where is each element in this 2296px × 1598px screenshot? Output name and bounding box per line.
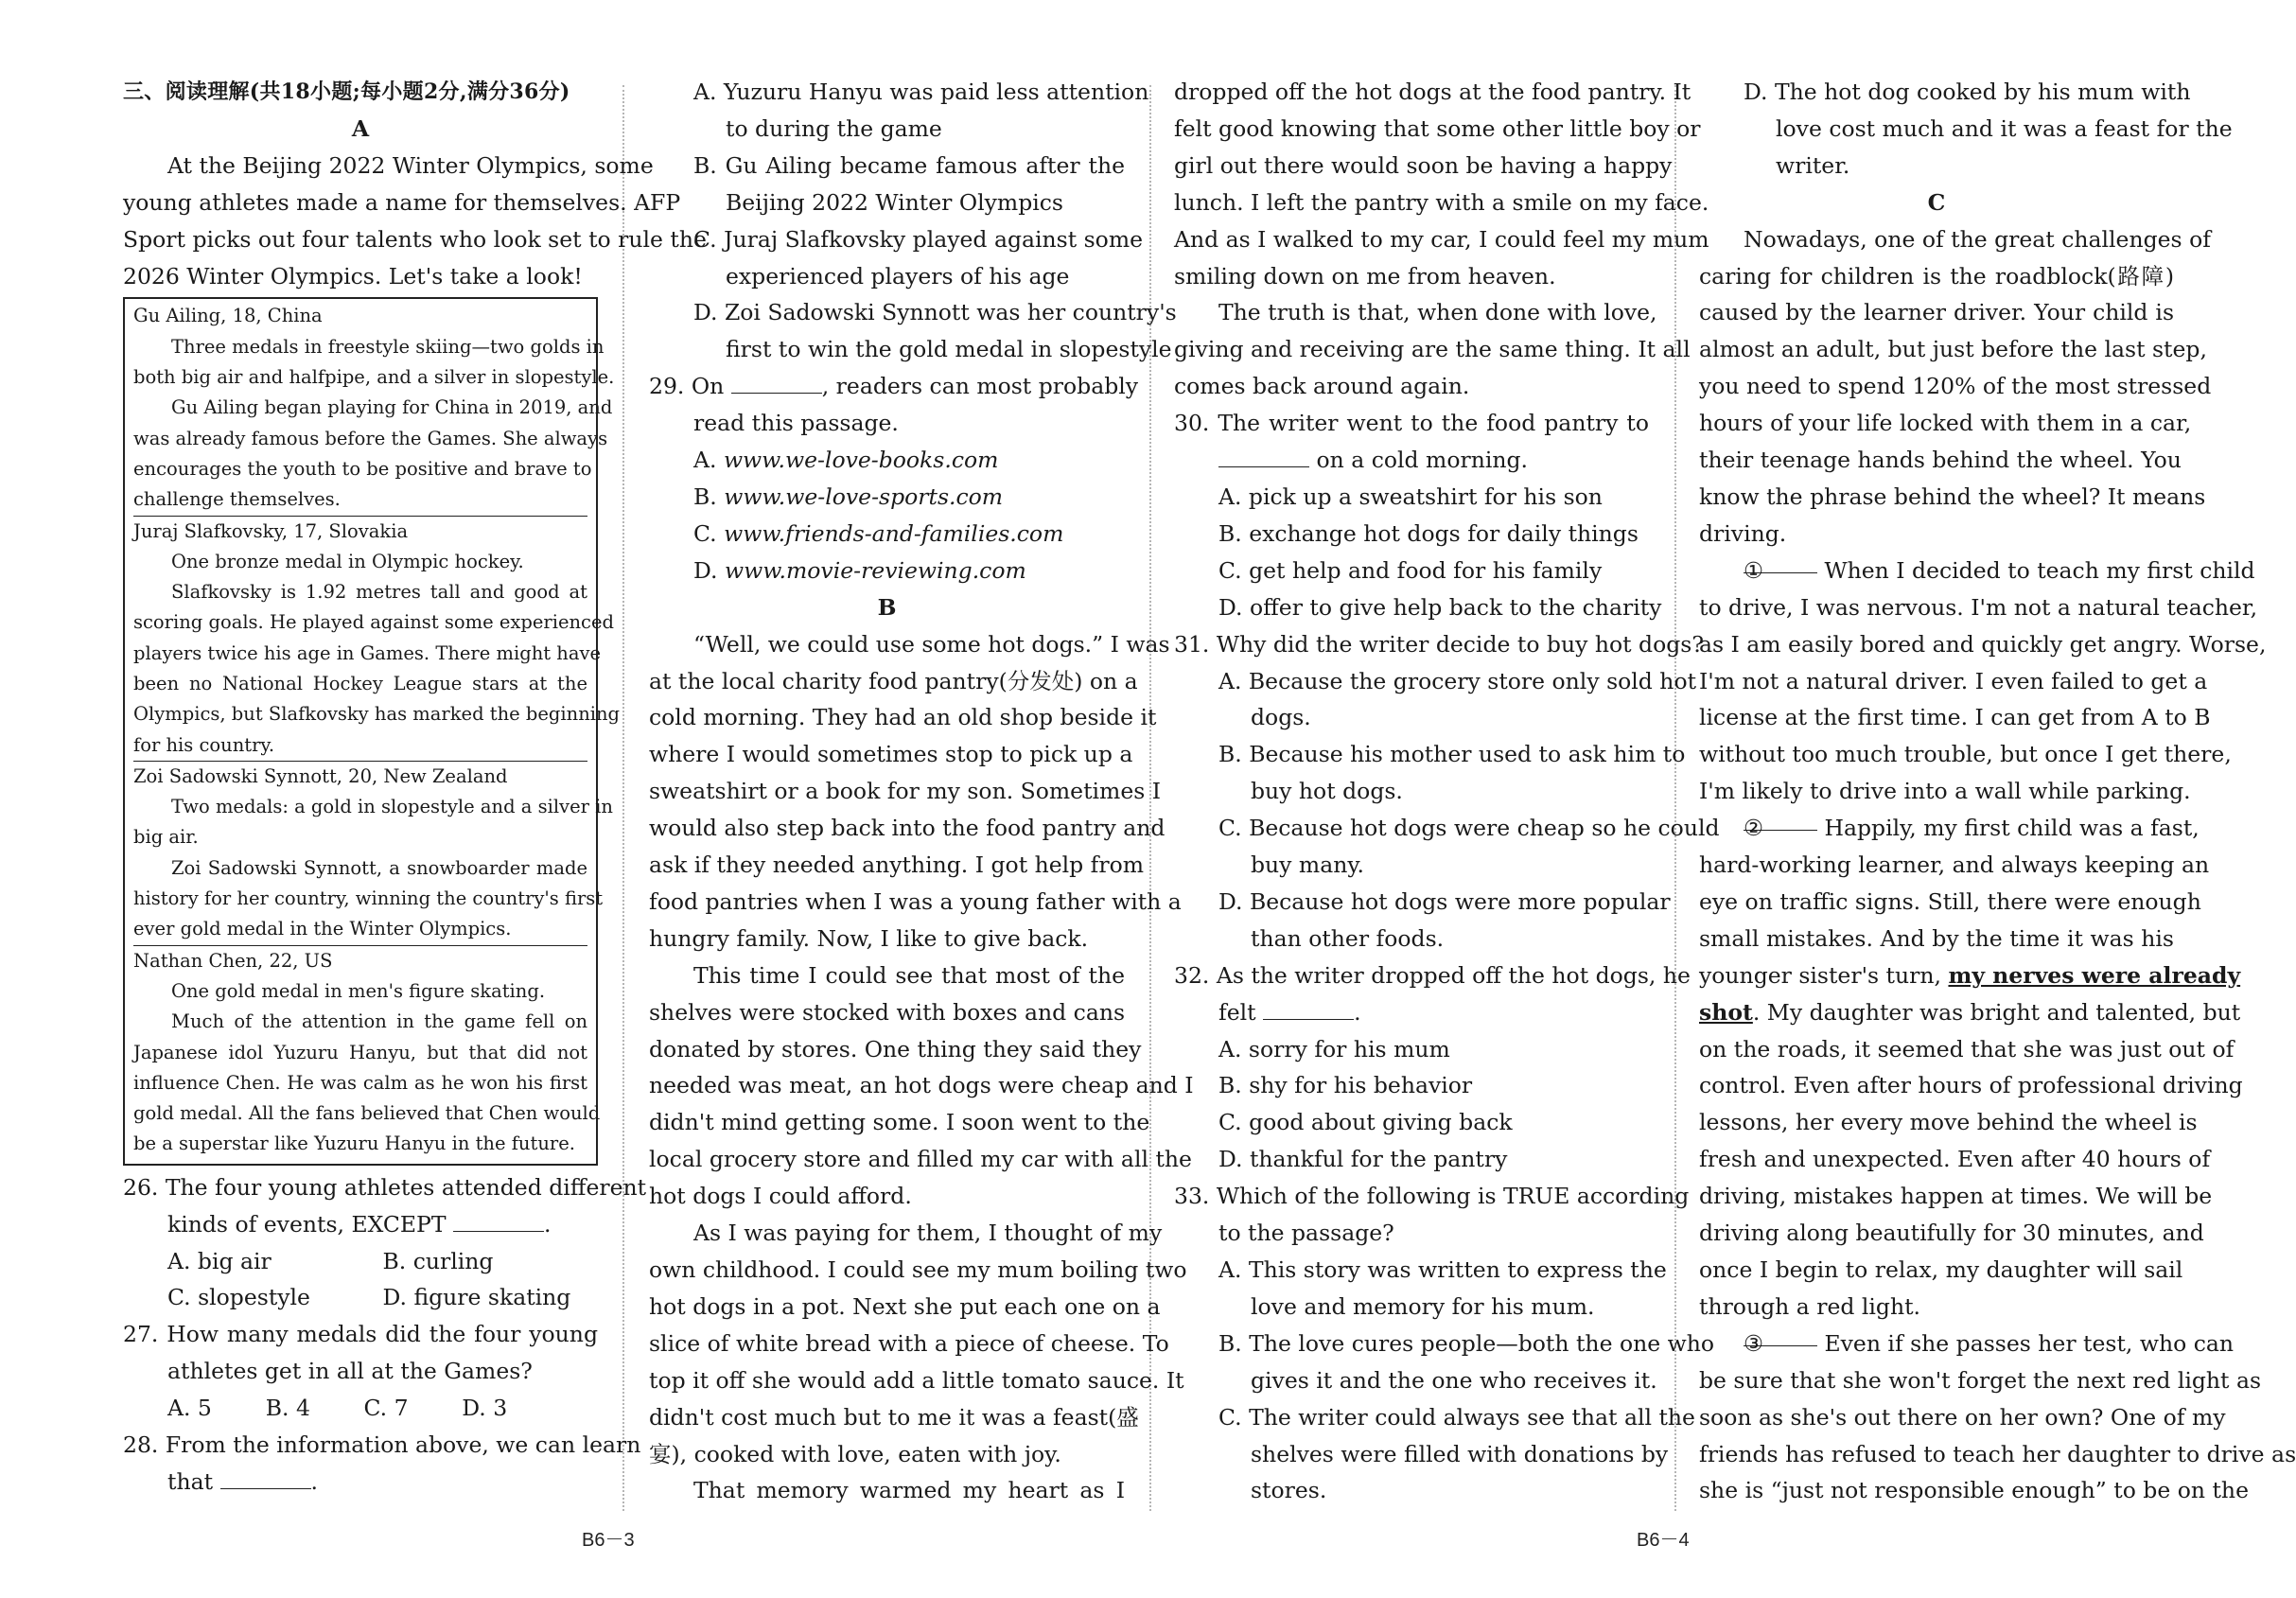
option-d[interactable]: D. thankful for the pantry bbox=[1218, 1146, 1508, 1173]
text-line: driving along beautifully for 30 minutes, and bbox=[1699, 1220, 2204, 1247]
option-d[interactable]: D. 3 bbox=[462, 1395, 508, 1422]
option-d[interactable]: D. figure skating bbox=[382, 1284, 571, 1311]
text-line: hot dogs in a pot. Next she put each one on a bbox=[649, 1292, 1161, 1320]
option-text: gives it and the one who receives it. bbox=[1251, 1366, 1657, 1394]
text-line: Sport picks out four talents who look set to rule the bbox=[123, 225, 707, 253]
question-text: read this passage. bbox=[693, 410, 899, 437]
text-line: smiling down on me from heaven. bbox=[1174, 262, 1556, 290]
text-line: hot dogs I could afford. bbox=[649, 1183, 912, 1210]
athlete-entry-nathan-chen bbox=[133, 946, 601, 1160]
option-d[interactable]: D. Because hot dogs were more popular bbox=[1218, 887, 1671, 915]
text-line: didn't cost much but to me it was a feast(盛 bbox=[649, 1403, 1139, 1431]
question-text: 26. The four young athletes attended different bbox=[123, 1173, 647, 1201]
answer-blank[interactable] bbox=[220, 1468, 311, 1489]
underlined-phrase: my nerves were already bbox=[1948, 961, 2241, 989]
underlined-phrase: shot bbox=[1699, 998, 1753, 1026]
text-line: shot. My daughter was bright and talented, but bbox=[1699, 998, 2241, 1026]
question-text: to the passage? bbox=[1218, 1220, 1394, 1247]
text-line: she is “just not responsible enough” to be on the bbox=[1699, 1477, 2249, 1504]
text-line: Gu Ailing began playing for China in 2019, and bbox=[171, 396, 613, 419]
text-line: as I am easily bored and quickly get angry. Worse, bbox=[1699, 630, 2267, 658]
athlete-entry-zoi-sadowski-synnott bbox=[133, 762, 613, 946]
option-text: writer. bbox=[1776, 151, 1850, 179]
passage-b-paragraph-5 bbox=[1174, 294, 1691, 405]
option-text: to during the game bbox=[726, 114, 942, 142]
text-line: ③ Even if she passes her test, who can bbox=[1699, 1326, 2174, 1362]
text-line: friends has refused to teach her daughter to drive as bbox=[1699, 1440, 2296, 1467]
gap-blank-1[interactable]: ① bbox=[1744, 553, 1817, 573]
text-line: top it off she would add a little tomato sauce. It bbox=[649, 1366, 1184, 1394]
option-b[interactable]: B. www.we-love-sports.com bbox=[693, 483, 1004, 510]
text-line: was already famous before the Games. She always bbox=[133, 427, 608, 449]
option-c[interactable]: C. 7 bbox=[363, 1395, 409, 1422]
option-text: love and memory for his mum. bbox=[1251, 1292, 1595, 1320]
option-a[interactable]: A. This story was written to express the bbox=[1218, 1256, 1667, 1283]
text-line: driving. bbox=[1699, 519, 1787, 547]
text-line: hours of your life locked with them in a car, bbox=[1699, 410, 2192, 437]
passage-b-paragraph-3 bbox=[649, 1215, 1187, 1472]
question-30 bbox=[1174, 405, 1662, 625]
passage-c-letter: C bbox=[1927, 188, 1946, 216]
option-c[interactable]: C. The writer could always see that all the bbox=[1218, 1403, 1695, 1431]
question-28-options bbox=[649, 74, 1177, 368]
question-text: 31. Why did the writer decide to buy hot dogs? bbox=[1174, 630, 1704, 658]
section-heading: 三、阅读理解(共18小题;每小题2分,满分36分) bbox=[123, 79, 570, 104]
question-32 bbox=[1174, 957, 1691, 1178]
text-line: comes back around again. bbox=[1174, 373, 1470, 400]
question-text: 29. On , readers can most probably bbox=[649, 373, 1139, 400]
question-text: that . bbox=[167, 1468, 319, 1495]
text-line: girl out there would soon be having a happy bbox=[1174, 151, 1673, 179]
text-line: on the roads, it seemed that she was just out of bbox=[1699, 1035, 2235, 1062]
text-line: needed was meat, an hot dogs were cheap and I bbox=[649, 1072, 1194, 1099]
athlete-entry-gu-ailing bbox=[133, 301, 615, 516]
option-a[interactable]: A. www.we-love-books.com bbox=[693, 447, 999, 474]
text-line: dropped off the hot dogs at the food pantry. It bbox=[1174, 79, 1691, 105]
passage-c-paragraph-4 bbox=[1699, 1326, 2296, 1510]
text-line: didn't mind getting some. I soon went to the bbox=[649, 1109, 1150, 1136]
text-line: I'm not a natural driver. I even failed to get a bbox=[1699, 667, 2208, 694]
text-line: gold medal. All the fans believed that Chen would bbox=[133, 1102, 601, 1125]
question-27 bbox=[123, 1316, 598, 1427]
text-line: Zoi Sadowski Synnott, a snowboarder made bbox=[171, 856, 587, 879]
text-line: scoring goals. He played against some experienced bbox=[133, 611, 614, 634]
gap-blank-2[interactable]: ② bbox=[1744, 810, 1817, 831]
text-line: “Well, we could use some hot dogs.” I was bbox=[693, 630, 1170, 658]
question-text: felt . bbox=[1218, 998, 1361, 1026]
text-line: once I begin to relax, my daughter will sail bbox=[1699, 1256, 2183, 1283]
text-line: slice of white bread with a piece of cheese. To bbox=[649, 1329, 1169, 1357]
passage-b-paragraph-4-start bbox=[649, 1472, 1125, 1509]
answer-blank[interactable] bbox=[1218, 447, 1309, 467]
question-28 bbox=[123, 1427, 641, 1501]
column-divider bbox=[622, 85, 624, 1511]
question-text: on a cold morning. bbox=[1174, 442, 1649, 479]
option-row bbox=[123, 1390, 598, 1427]
page-number-left: B6－3 bbox=[582, 1530, 635, 1551]
option-b[interactable]: B. Because his mother used to ask him to bbox=[1218, 741, 1686, 768]
text-line: license at the first time. I can get from A to B bbox=[1699, 704, 2211, 731]
option-text: dogs. bbox=[1251, 704, 1311, 731]
answer-blank[interactable] bbox=[731, 373, 822, 394]
text-line: 宴), cooked with love, eaten with joy. bbox=[649, 1440, 1061, 1467]
text-line: hungry family. Now, I like to give back. bbox=[649, 924, 1089, 952]
text-line: driving, mistakes happen at times. We will be bbox=[1699, 1183, 2213, 1210]
text-line: young athletes made a name for themselves. AFP bbox=[123, 188, 681, 216]
question-text: 28. From the information above, we can learn bbox=[123, 1431, 641, 1459]
question-33-option-d bbox=[1699, 74, 2233, 184]
column-4 bbox=[1699, 74, 2296, 1509]
option-text: buy hot dogs. bbox=[1251, 778, 1403, 805]
athlete-name: Nathan Chen, 22, US bbox=[133, 949, 333, 972]
passage-a-letter: A bbox=[351, 114, 370, 142]
text-line: One gold medal in men's figure skating. bbox=[171, 979, 546, 1002]
text-line: would also step back into the food pantry and bbox=[649, 815, 1166, 842]
text-line: One bronze medal in Olympic hockey. bbox=[171, 550, 524, 572]
text-line: own childhood. I could see my mum boiling two bbox=[649, 1256, 1187, 1283]
text-line: to drive, I was nervous. I'm not a natural teacher, bbox=[1699, 593, 2258, 621]
question-text: 33. Which of the following is TRUE according bbox=[1174, 1183, 1690, 1210]
url-text: www.we-love-books.com bbox=[723, 447, 999, 474]
text-line: caused by the learner driver. Your child is bbox=[1699, 299, 2174, 326]
text-line: ② Happily, my first child was a fast, bbox=[1699, 810, 2174, 847]
column-2 bbox=[649, 74, 1194, 1509]
text-line: And as I walked to my car, I could feel my mum bbox=[1174, 225, 1709, 253]
option-c[interactable]: C. slopestyle bbox=[167, 1284, 310, 1311]
text-line: Three medals in freestyle skiing—two golds in bbox=[171, 335, 605, 358]
text-line: felt good knowing that some other little boy or bbox=[1174, 114, 1701, 142]
option-b[interactable]: B. Gu Ailing became famous after the bbox=[693, 151, 1125, 179]
option-row bbox=[123, 1243, 598, 1280]
passage-b-paragraph-4-cont bbox=[1174, 74, 1709, 294]
option-a[interactable]: A. big air bbox=[167, 1247, 272, 1274]
question-text: 32. As the writer dropped off the hot dogs, he bbox=[1174, 961, 1691, 989]
option-c[interactable]: C. get help and food for his family bbox=[1218, 556, 1603, 584]
text-line: you need to spend 120% of the most stressed bbox=[1699, 373, 2212, 400]
answer-blank[interactable] bbox=[1263, 999, 1354, 1020]
option-b[interactable]: B. exchange hot dogs for daily things bbox=[1218, 519, 1639, 547]
text-line: Much of the attention in the game fell on bbox=[171, 1010, 587, 1033]
text-line: control. Even after hours of professional driving bbox=[1699, 1072, 2243, 1099]
passage-b-paragraph-2 bbox=[649, 957, 1194, 1215]
option-b[interactable]: B. The love cures people—both the one who bbox=[1218, 1329, 1714, 1357]
answer-blank[interactable] bbox=[453, 1211, 544, 1232]
text-line: 2026 Winter Olympics. Let's take a look! bbox=[123, 262, 583, 290]
passage-c-paragraph-1 bbox=[1699, 221, 2212, 553]
option-d[interactable]: D. www.movie-reviewing.com bbox=[693, 556, 1026, 584]
url-text: www.friends-and-families.com bbox=[724, 519, 1064, 547]
text-line: At the Beijing 2022 Winter Olympics, some bbox=[167, 151, 654, 179]
text-line: The truth is that, when done with love, bbox=[1218, 299, 1657, 326]
text-line: encourages the youth to be positive and brave to bbox=[133, 457, 592, 480]
text-line: That memory warmed my heart as I bbox=[693, 1477, 1125, 1504]
text-line: both big air and halfpipe, and a silver in slopestyle. bbox=[133, 366, 615, 389]
athlete-name: Gu Ailing, 18, China bbox=[133, 305, 323, 327]
text-line: This time I could see that most of the bbox=[693, 961, 1125, 989]
text-line: local grocery store and filled my car with all the bbox=[649, 1146, 1192, 1173]
question-26 bbox=[123, 1169, 647, 1317]
text-line: hard-working learner, and always keeping an bbox=[1699, 852, 2210, 879]
url-text: www.we-love-sports.com bbox=[724, 483, 1004, 510]
url-text: www.movie-reviewing.com bbox=[724, 556, 1026, 584]
text-line: fresh and unexpected. Even after 40 hours of bbox=[1699, 1146, 2211, 1173]
option-c[interactable]: C. Because hot dogs were cheap so he could bbox=[1218, 815, 1720, 842]
passage-c-paragraph-2 bbox=[1699, 553, 2267, 810]
option-a[interactable]: A. sorry for his mum bbox=[1218, 1035, 1450, 1062]
option-text: experienced players of his age bbox=[726, 262, 1070, 290]
page-number-right: B6－4 bbox=[1637, 1530, 1690, 1551]
option-text: stores. bbox=[1251, 1477, 1327, 1504]
option-c[interactable]: C. good about giving back bbox=[1218, 1109, 1513, 1136]
option-text: buy many. bbox=[1251, 852, 1364, 879]
text-line: be sure that she won't forget the next red light as bbox=[1699, 1366, 2262, 1394]
gap-blank-3[interactable]: ③ bbox=[1744, 1326, 1817, 1346]
text-line: lunch. I left the pantry with a smile on my face. bbox=[1174, 188, 1709, 216]
option-d[interactable]: D. Zoi Sadowski Synnott was her country's bbox=[693, 299, 1177, 326]
question-text: 30. The writer went to the food pantry to bbox=[1174, 410, 1649, 437]
text-line: players twice his age in Games. There might have bbox=[133, 641, 602, 664]
question-text: kinds of events, EXCEPT . bbox=[167, 1210, 552, 1238]
text-line: lessons, her every move behind the wheel is bbox=[1699, 1109, 2198, 1136]
text-line: where I would sometimes stop to pick up a bbox=[649, 741, 1133, 768]
text-line: been no National Hockey League stars at the bbox=[133, 673, 587, 694]
text-line: be a superstar like Yuzuru Hanyu in the future. bbox=[133, 1133, 575, 1155]
option-b[interactable]: B. 4 bbox=[265, 1395, 310, 1422]
text-line: cold morning. They had an old shop beside it bbox=[649, 704, 1157, 731]
text-line: giving and receiving are the same thing. It all bbox=[1174, 336, 1691, 363]
text-line: younger sister's turn, my nerves were already bbox=[1699, 961, 2241, 989]
option-text: than other foods. bbox=[1251, 924, 1445, 952]
question-31 bbox=[1174, 626, 1720, 957]
text-line: eye on traffic signs. Still, there were enough bbox=[1699, 887, 2201, 915]
text-line: history for her country, winning the country's first bbox=[133, 887, 604, 910]
question-text: athletes get in all at the Games? bbox=[167, 1358, 533, 1385]
text-line: challenge themselves. bbox=[133, 488, 341, 511]
text-line: Nowadays, one of the great challenges of bbox=[1744, 225, 2211, 253]
text-line: ask if they needed anything. I got help from bbox=[649, 852, 1145, 879]
option-d[interactable]: D. offer to give help back to the charity bbox=[1218, 593, 1662, 621]
option-a[interactable]: A. 5 bbox=[167, 1395, 212, 1422]
text-line: through a red light. bbox=[1699, 1292, 1921, 1320]
text-line: almost an adult, but just before the last step, bbox=[1699, 336, 2207, 363]
option-c[interactable]: C. Juraj Slafkovsky played against some bbox=[693, 225, 1144, 253]
text-line: Two medals: a gold in slopestyle and a silver in bbox=[171, 796, 613, 818]
option-c[interactable]: C. www.friends-and-families.com bbox=[693, 519, 1064, 547]
text-line: donated by stores. One thing they said they bbox=[649, 1035, 1142, 1062]
option-row bbox=[123, 1279, 598, 1316]
option-a[interactable]: A. pick up a sweatshirt for his son bbox=[1218, 483, 1603, 510]
text-line: their teenage hands behind the wheel. You bbox=[1699, 447, 2182, 474]
option-text: love cost much and it was a feast for the bbox=[1776, 114, 2233, 142]
column-1 bbox=[123, 74, 707, 1501]
athlete-entry-juraj-slafkovsky bbox=[133, 517, 621, 762]
athletes-table bbox=[123, 297, 621, 1165]
text-line: shelves were stocked with boxes and cans bbox=[649, 998, 1126, 1026]
text-line: Japanese idol Yuzuru Hanyu, but that did not bbox=[133, 1041, 587, 1063]
athlete-name: Juraj Slafkovsky, 17, Slovakia bbox=[133, 519, 409, 542]
text-line: soon as she's out there on her own? One of my bbox=[1699, 1403, 2226, 1431]
option-text: Beijing 2022 Winter Olympics bbox=[726, 188, 1063, 216]
text-line: caring for children is the roadblock(路障) bbox=[1699, 262, 2174, 290]
option-text: first to win the gold medal in slopestyle bbox=[726, 336, 1172, 363]
option-b[interactable]: B. shy for his behavior bbox=[1218, 1072, 1473, 1099]
text-line: ① When I decided to teach my first child bbox=[1699, 553, 2174, 589]
text-line: I'm likely to drive into a wall while parking. bbox=[1699, 778, 2191, 805]
text-line: at the local charity food pantry(分发处) on a bbox=[649, 667, 1138, 694]
column-divider bbox=[1674, 85, 1676, 1511]
column-3 bbox=[1174, 74, 1720, 1509]
passage-c-paragraph-3 bbox=[1699, 810, 2243, 1326]
question-29 bbox=[649, 368, 1139, 588]
passage-b-paragraph-1 bbox=[649, 626, 1182, 957]
athlete-name: Zoi Sadowski Synnott, 20, New Zealand bbox=[133, 764, 508, 787]
option-text: shelves were filled with donations by bbox=[1251, 1440, 1669, 1467]
passage-b-letter: B bbox=[877, 593, 897, 621]
option-a[interactable]: A. Yuzuru Hanyu was paid less attention bbox=[693, 79, 1149, 105]
option-b[interactable]: B. curling bbox=[382, 1247, 494, 1274]
text-line: big air. bbox=[133, 826, 199, 849]
option-a[interactable]: A. Because the grocery store only sold hot bbox=[1218, 667, 1697, 694]
text-line: food pantries when I was a young father with a bbox=[649, 887, 1182, 915]
text-line: Slafkovsky is 1.92 metres tall and good at bbox=[171, 581, 587, 604]
text-line: Olympics, but Slafkovsky has marked the beginning bbox=[133, 703, 621, 726]
text-line: As I was paying for them, I thought of my bbox=[693, 1220, 1163, 1247]
question-text: 27. How many medals did the four young bbox=[123, 1321, 598, 1348]
question-33 bbox=[1174, 1178, 1714, 1509]
passage-a-intro bbox=[123, 148, 707, 295]
text-line: ever gold medal in the Winter Olympics. bbox=[133, 918, 512, 940]
text-line: without too much trouble, but once I get there, bbox=[1699, 741, 2232, 768]
text-line: small mistakes. And by the time it was his bbox=[1699, 924, 2174, 952]
text-line: know the phrase behind the wheel? It means bbox=[1699, 483, 2206, 510]
text-line: sweatshirt or a book for my son. Sometimes I bbox=[649, 778, 1162, 805]
option-d[interactable]: D. The hot dog cooked by his mum with bbox=[1744, 79, 2191, 105]
text-line: influence Chen. He was calm as he won his first bbox=[133, 1071, 587, 1094]
text-line: for his country. bbox=[133, 733, 275, 756]
